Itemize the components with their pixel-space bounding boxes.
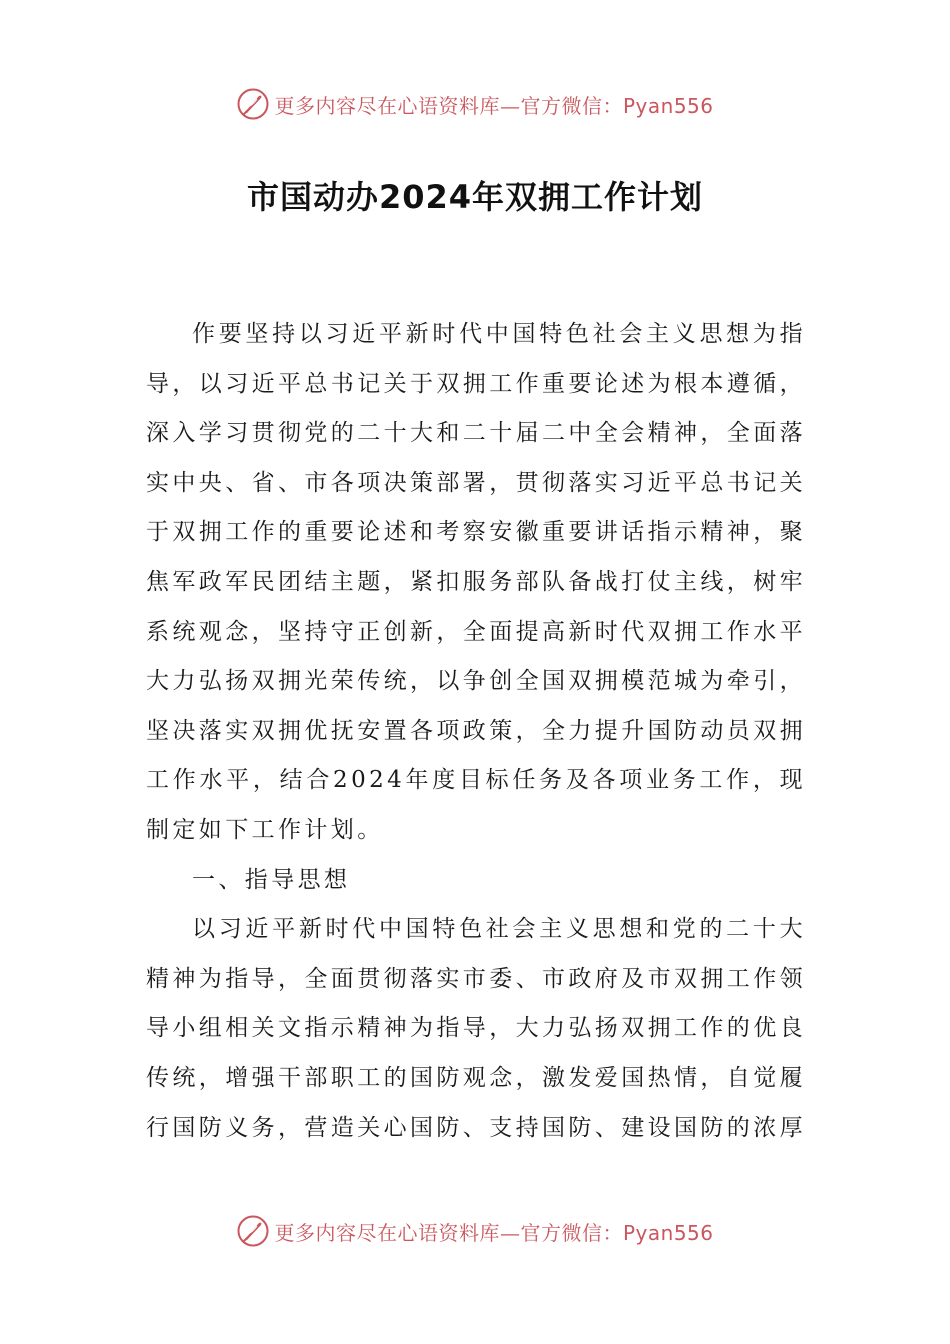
watermark-text bbox=[274, 1217, 713, 1246]
quill-pen-icon bbox=[236, 1214, 270, 1248]
paragraph-intro: 作要坚持以习近平新时代中国特色社会主义思想为指导，以习近平总书记关于双拥工作重要论述为根本遵循，深入学习贯彻党的二十大和二十届二中全会精神，全面落实中央、省、市各项决策部署，贯彻落实习近平总书记关于双拥工作的重要论述和考察安徽重要讲话指示精神，聚焦军政军民团结主题，紧扣服务部队备战打仗主线，树牢系统观念，坚持守正创新，全面提高新时代双拥工作水平大力弘扬双拥光荣传统，以争创全国双拥模范城为牵引，坚决落实双拥优抚安置各项政策，全力提升国防动员双拥工作水平，结合2024年度目标任务及各项业务工作，现制定如下工作计划。 bbox=[146, 321, 806, 843]
watermark-handle: Pyan556 bbox=[622, 93, 714, 118]
watermark-label: 更多内容尽在心语资料库—官方微信： bbox=[274, 93, 623, 118]
document-body bbox=[146, 310, 806, 1153]
watermark-handle: Pyan556 bbox=[622, 1220, 714, 1245]
header-watermark-banner bbox=[0, 84, 950, 124]
watermark-label: 更多内容尽在心语资料库—官方微信： bbox=[274, 1220, 623, 1245]
footer-watermark-banner bbox=[0, 1211, 950, 1251]
quill-pen-icon bbox=[236, 87, 270, 121]
section-heading-guiding-thought: 一、指导思想 bbox=[192, 866, 351, 893]
watermark-text bbox=[274, 90, 713, 119]
document-title: 市国动办2024年双拥工作计划 bbox=[246, 178, 704, 216]
paragraph-guiding-thought: 以习近平新时代中国特色社会主义思想和党的二十大精神为指导，全面贯彻落实市委、市政府及市双拥工作领导小组相关文指示精神为指导，大力弘扬双拥工作的优良传统，增强干部职工的国防观念，激发爱国热情，自觉履行国防义务，营造关心国防、支持国防、建设国防的浓厚 bbox=[146, 916, 806, 1141]
